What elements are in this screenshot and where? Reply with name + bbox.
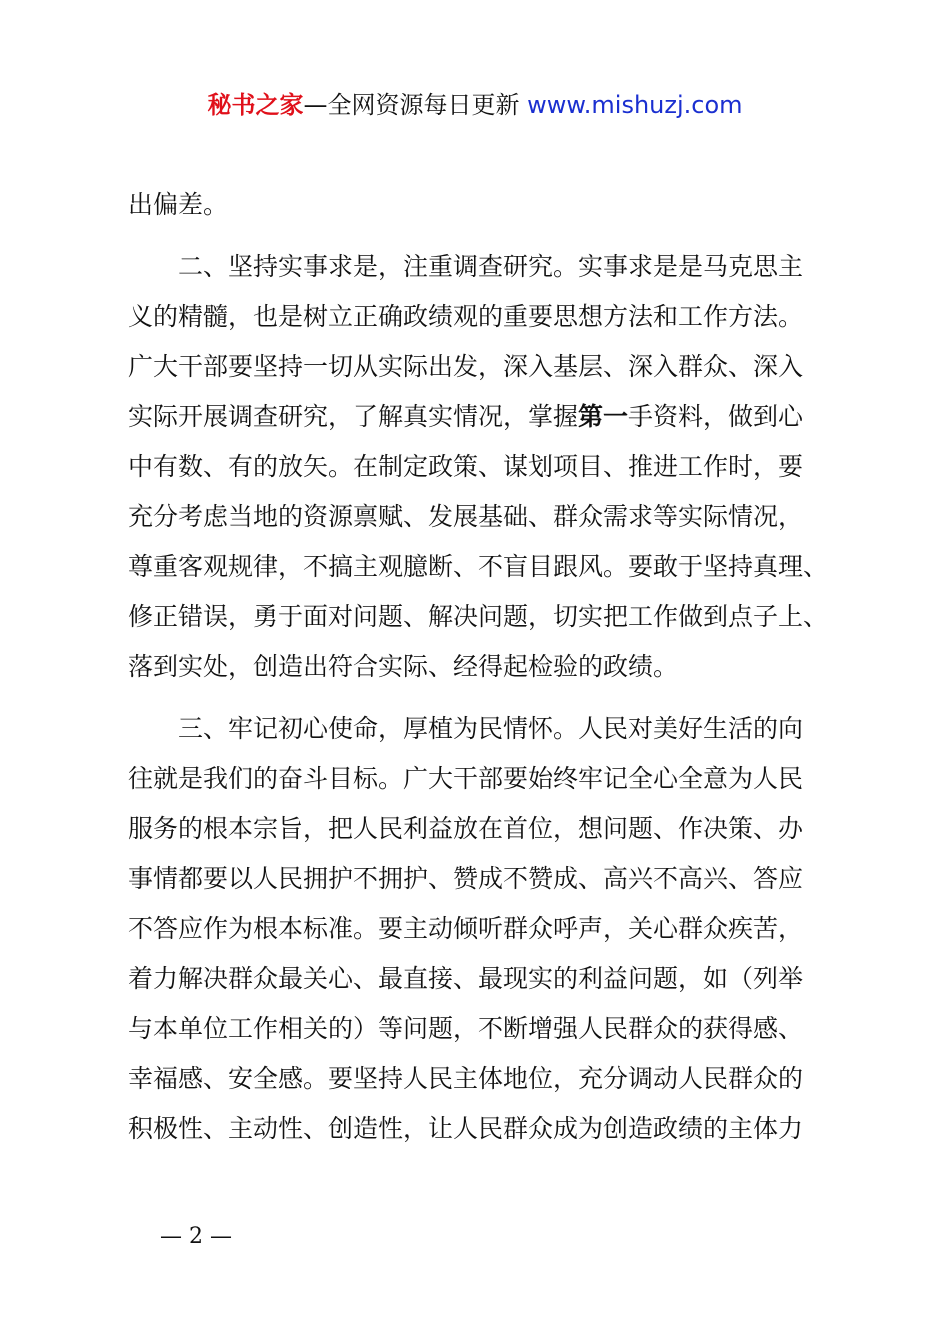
text-segment: 手资料，做到心 bbox=[628, 402, 804, 431]
text-line: 二、坚持实事求是，注重调查研究。实事求是是马克思主 bbox=[178, 252, 804, 281]
text-line: 三、牢记初心使命，厚植为民情怀。人民对美好生活的向 bbox=[178, 714, 804, 743]
paragraph-continuation bbox=[128, 180, 846, 230]
text-line: 不答应作为根本标准。要主动倾听群众呼声，关心群众疾苦， bbox=[128, 914, 804, 943]
text-line: 义的精髓，也是树立正确政绩观的重要思想方法和工作方法。 bbox=[128, 302, 804, 331]
text-line: 与本单位工作相关的）等问题，不断增强人民群众的获得感、 bbox=[128, 1014, 804, 1043]
text-line: 尊重客观规律，不搞主观臆断、不盲目跟风。要敢于坚持真理、 bbox=[128, 552, 829, 581]
text-line: 落到实处，创造出符合实际、经得起检验的政绩。 bbox=[128, 652, 679, 681]
document-body bbox=[128, 180, 846, 1154]
text-line: 修正错误，勇于面对问题、解决问题，切实把工作做到点子上、 bbox=[128, 602, 829, 631]
website-link[interactable]: www.mishuzj.com bbox=[527, 91, 743, 119]
bold-text: 第一 bbox=[578, 402, 629, 431]
paragraph-seek-truth bbox=[128, 242, 846, 692]
text-segment: 实际开展调查研究，了解真实情况，掌握 bbox=[128, 402, 579, 431]
text-line bbox=[128, 392, 846, 442]
page-number: — 2 — bbox=[160, 1224, 232, 1249]
text-line: 着力解决群众最关心、最直接、最现实的利益问题，如（列举 bbox=[128, 964, 804, 993]
text-line: 出偏差。 bbox=[128, 190, 229, 219]
text-line: 服务的根本宗旨，把人民利益放在首位，想问题、作决策、办 bbox=[128, 814, 804, 843]
header-tagline: —全网资源每日更新 bbox=[303, 91, 528, 119]
text-line: 广大干部要坚持一切从实际出发，深入基层、深入群众、深入 bbox=[128, 352, 804, 381]
text-line: 事情都要以人民拥护不拥护、赞成不赞成、高兴不高兴、答应 bbox=[128, 864, 804, 893]
text-line: 积极性、主动性、创造性，让人民群众成为创造政绩的主体力 bbox=[128, 1114, 804, 1143]
paragraph-people-first bbox=[128, 704, 846, 1154]
text-line: 幸福感、安全感。要坚持人民主体地位，充分调动人民群众的 bbox=[128, 1064, 804, 1093]
text-line: 往就是我们的奋斗目标。广大干部要始终牢记全心全意为人民 bbox=[128, 764, 804, 793]
text-line: 中有数、有的放矢。在制定政策、谋划项目、推进工作时，要 bbox=[128, 452, 804, 481]
text-line: 充分考虑当地的资源禀赋、发展基础、群众需求等实际情况， bbox=[128, 502, 804, 531]
brand-name: 秘书之家 bbox=[207, 91, 304, 119]
page-header bbox=[0, 88, 950, 122]
